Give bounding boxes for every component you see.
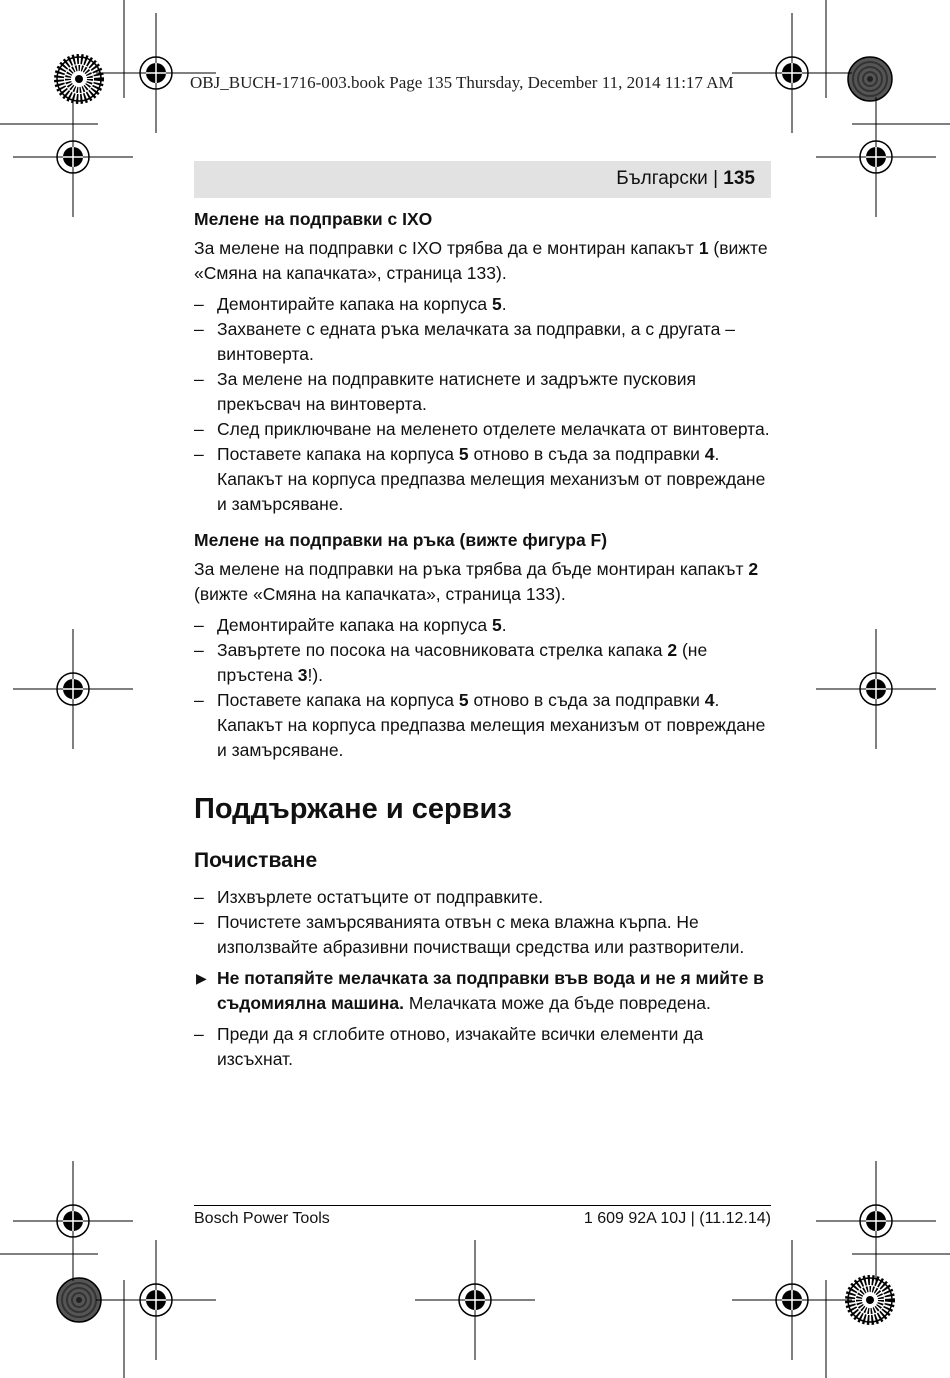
intro-text: За мелене на подправки с IXO трябва да е монтиран капакът xyxy=(194,238,699,258)
cleaning-list xyxy=(194,885,771,1072)
step-item xyxy=(194,688,771,763)
page-number: 135 xyxy=(723,168,755,189)
part-number: 3 xyxy=(297,665,308,685)
part-number: 4 xyxy=(704,444,715,464)
subsection-heading-cleaning: Почистване xyxy=(194,849,318,872)
step-item: – Изхвърлете остатъците от подправките. xyxy=(194,885,771,910)
step-text: отново в съда за подправки xyxy=(468,690,705,710)
step-list-ixo xyxy=(194,292,771,517)
step-text: Демонтирайте капака на корпуса xyxy=(217,294,493,314)
step-text: Поставете капака на корпуса xyxy=(217,444,459,464)
step-item xyxy=(194,317,771,367)
step-item xyxy=(194,442,771,517)
chapter-title: Поддържане и сервиз xyxy=(194,793,512,825)
step-item xyxy=(194,638,771,688)
warning-bold-text: Не потапяйте мелачката за подправки във вода и не я мийте в съдомиялна машина. xyxy=(217,968,764,1013)
warning-text: Мелачката може да бъде повредена. xyxy=(403,993,711,1013)
page-header-language: Български xyxy=(616,168,708,189)
part-number: 4 xyxy=(704,690,715,710)
step-text: . xyxy=(501,615,507,635)
section-heading-hand: Мелене на подправки на ръка (вижте фигура F) xyxy=(194,530,608,550)
page-header-band xyxy=(194,161,771,198)
footer-brand: Bosch Power Tools xyxy=(194,1210,330,1227)
step-item xyxy=(194,367,771,417)
page-content xyxy=(194,207,771,1072)
step-item: – Почистете замърсяванията отвън с мека влажна кърпа. Не използвайте абразивни почистващи средства или разтворители. xyxy=(194,910,771,960)
page-header xyxy=(616,168,755,190)
warning-item xyxy=(194,966,771,1016)
book-header: OBJ_BUCH-1716-003.book Page 135 Thursday, December 11, 2014 11:17 AM xyxy=(190,73,734,92)
part-number: 2 xyxy=(667,640,678,660)
step-item xyxy=(194,292,771,317)
part-number: 5 xyxy=(458,444,469,464)
intro-text: (вижте «Смяна на капачката», страница 133). xyxy=(194,238,768,283)
section-intro-hand xyxy=(194,557,771,607)
part-number: 5 xyxy=(458,690,469,710)
part-number: 5 xyxy=(492,294,502,314)
step-text: Захванете с едната ръка мелачката за подправки, а с другата – винтоверта. xyxy=(217,319,735,364)
step-text: . xyxy=(501,294,507,314)
footer-doc-number: 1 609 92A 10J | (11.12.14) xyxy=(583,1210,771,1227)
intro-text: За мелене на подправки на ръка трябва да бъде монтиран капакът xyxy=(194,559,749,579)
step-text: Завъртете по посока на часовниковата стрелка капака xyxy=(217,640,668,660)
step-text: (не пръстена xyxy=(217,640,708,685)
step-text: За мелене на подправките натиснете и задръжте пусковия прекъсвач на винтоверта. xyxy=(217,369,697,414)
section-intro-ixo xyxy=(194,236,771,286)
intro-part-number: 2 xyxy=(748,559,759,579)
step-text: !). xyxy=(307,665,324,685)
page-header-separator: | xyxy=(713,168,719,189)
step-text: . Капакът на корпуса предпазва мелещия механизъм от повреждане и замърсяване. xyxy=(217,444,766,514)
step-item: – Преди да я сглобите отново, изчакайте всички елементи да изсъхнат. xyxy=(194,1022,771,1072)
step-item xyxy=(194,417,771,442)
step-text: След приключване на меленето отделете мелачката от винтоверта. xyxy=(217,419,770,439)
step-item xyxy=(194,613,771,638)
step-text: отново в съда за подправки xyxy=(468,444,705,464)
footer-divider xyxy=(194,1205,771,1206)
step-list-hand xyxy=(194,613,771,763)
intro-part-number: 1 xyxy=(698,238,709,258)
step-text: Демонтирайте капака на корпуса xyxy=(217,615,493,635)
step-text: Поставете капака на корпуса xyxy=(217,690,459,710)
section-heading-ixo: Мелене на подправки с IXO xyxy=(194,209,433,229)
part-number: 5 xyxy=(492,615,502,635)
warning-arrow-icon: ▶ xyxy=(196,970,207,986)
intro-text: (вижте «Смяна на капачката», страница 133). xyxy=(194,584,566,604)
step-text: . Капакът на корпуса предпазва мелещия механизъм от повреждане и замърсяване. xyxy=(217,690,766,760)
